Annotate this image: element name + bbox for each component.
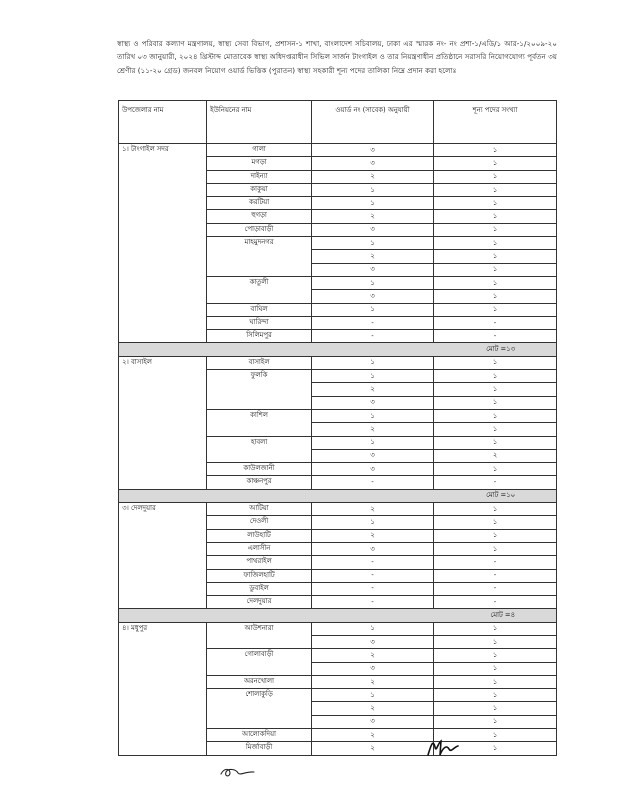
intro-paragraph: স্বাস্থ্য ও পরিবার কল্যাণ মন্ত্রণালয়, স্বাস্থ্য সেবা বিভাগ, প্রশাসন-১ শাখা, বাংলাদেশ সচিবালয়, ঢাকা এর স্মারক নং- নং প্রশা-১/এডি/১ আর-১/২০০৯-২০ তারিখ ০৩ জানুয়ারী, ২০২৪ খ্রিস্টাব্দ মোতাবেক স্বাস্থ্য অধিদপ্তরাধীন সিভিল সার্জন টাংগাইল ও তার নিয়ন্ত্রণাধীন প্রতিষ্ঠানে সরাসরি নিয়োগযোগ্য পূর্বতন ৩য় শ্রেণীর (১১-২০ গ্রেড) জনবল নিয়োগ ওয়ার্ড ভিত্তিক (পুরাতন) স্বাস্থ্য সহকারী শূন্য পদের তালিকা নিম্নে প্রদান করা হলোঃ [117, 39, 557, 75]
total-row [119, 609, 557, 622]
vacant-cell: ১ [434, 356, 557, 369]
union-name-cell: ঘারিন্দা [207, 316, 312, 329]
vacant-cell: ১ [434, 370, 557, 383]
union-name-cell: পাথরাইল [207, 556, 312, 569]
vacant-cell: - [434, 596, 557, 609]
ward-cell: ৩ [312, 396, 434, 409]
union-name-cell: দেলদুয়ার [207, 596, 312, 609]
vacant-cell: ১ [434, 662, 557, 675]
union-name-cell: কাকুয়া [207, 183, 312, 196]
union-name-cell: করটিয়া [207, 197, 312, 210]
union-name-cell: বাঘিল [207, 303, 312, 316]
header-upazila: উপজেলার নাম [119, 101, 207, 144]
vacant-cell: ১ [434, 237, 557, 250]
table-row [119, 503, 557, 516]
upazila-name-cell: ৪। মধুপুর [119, 622, 207, 755]
vacant-cell: ১ [434, 263, 557, 276]
union-name-cell: ডুবাইল [207, 582, 312, 595]
ward-cell: ৩ [312, 144, 434, 157]
union-name-cell: আলোকদিয়া [207, 729, 312, 742]
vacant-cell: ১ [434, 649, 557, 662]
total-label: মোট =১৩ [486, 345, 515, 354]
ward-cell: ২ [312, 675, 434, 688]
ward-cell: ৩ [312, 223, 434, 236]
ward-cell: ১ [312, 237, 434, 250]
union-name-cell: মাহমুদনগর [207, 237, 312, 277]
vacant-cell: ১ [434, 635, 557, 648]
union-name-cell: ফাজিলহাটি [207, 569, 312, 582]
ward-cell: ১ [312, 183, 434, 196]
vacant-cell: ১ [434, 529, 557, 542]
vacant-cell: ১ [434, 383, 557, 396]
ward-cell: - [312, 556, 434, 569]
vacant-cell: - [434, 330, 557, 343]
ward-cell: - [312, 582, 434, 595]
initials-mark [218, 765, 258, 779]
ward-cell: ১ [312, 516, 434, 529]
ward-cell: ৩ [312, 263, 434, 276]
ward-cell: ১ [312, 436, 434, 449]
vacant-cell: ১ [434, 675, 557, 688]
vacant-cell: ১ [434, 702, 557, 715]
header-vacant: শূন্য পদের সংখ্যা [434, 101, 557, 144]
vacant-cell: ১ [434, 396, 557, 409]
vacant-cell: - [434, 569, 557, 582]
vacant-cell: ১ [434, 542, 557, 555]
union-name-cell: মির্জাবাড়ী [207, 742, 312, 755]
ward-cell: ২ [312, 383, 434, 396]
vacant-cell: ১ [434, 197, 557, 210]
vacant-cell: - [434, 476, 557, 489]
vacant-cell: - [434, 582, 557, 595]
header-ward: ওয়ার্ড নং (সাবেক) অনুযায়ী [312, 101, 434, 144]
ward-cell: - [312, 316, 434, 329]
ward-cell: ৩ [312, 449, 434, 462]
union-name-cell: হাবলা [207, 436, 312, 463]
signature-mark [425, 737, 461, 761]
union-name-cell: গালা [207, 144, 312, 157]
vacant-cell: ১ [434, 503, 557, 516]
ward-cell: ৩ [312, 635, 434, 648]
union-name-cell: কাঞ্চনপুর [207, 476, 312, 489]
vacant-cell: ১ [434, 715, 557, 728]
ward-cell: - [312, 330, 434, 343]
vacant-cell: ১ [434, 210, 557, 223]
vacant-cell: ১ [434, 689, 557, 702]
table-row [119, 144, 557, 157]
union-name-cell: কাতুলী [207, 276, 312, 303]
total-cell [119, 489, 557, 502]
union-name-cell: শোলাকুড়ি [207, 689, 312, 729]
vacant-cell: ১ [434, 144, 557, 157]
union-name-cell: আউশনারা [207, 622, 312, 649]
vacant-cell: ১ [434, 436, 557, 449]
ward-cell: ১ [312, 197, 434, 210]
total-cell [119, 609, 557, 622]
ward-cell: ৩ [312, 715, 434, 728]
vacant-cell: ১ [434, 409, 557, 422]
upazila-name-cell: ৩। দেলদুয়ার [119, 503, 207, 609]
vacant-cell: ১ [434, 516, 557, 529]
upazila-name-cell: ২। বাসাইল [119, 356, 207, 489]
ward-cell: ২ [312, 742, 434, 755]
ward-cell: ৩ [312, 463, 434, 476]
vacant-cell: ১ [434, 622, 557, 635]
union-name-cell: গোলাবাড়ী [207, 649, 312, 676]
ward-cell: ১ [312, 356, 434, 369]
table-row [119, 622, 557, 635]
ward-cell: ২ [312, 729, 434, 742]
total-cell [119, 343, 557, 356]
union-name-cell: কাশিল [207, 409, 312, 436]
ward-cell: ৩ [312, 662, 434, 675]
union-name-cell: সিলিমপুর [207, 330, 312, 343]
table-row [119, 356, 557, 369]
ward-cell: ১ [312, 409, 434, 422]
ward-cell: ১ [312, 370, 434, 383]
vacant-cell: ১ [434, 742, 557, 755]
union-name-cell: দাইন্যা [207, 170, 312, 183]
union-name-cell: মগড়া [207, 157, 312, 170]
vacant-cell: ১ [434, 223, 557, 236]
ward-cell: ৩ [312, 542, 434, 555]
total-label: মোট =৪ [490, 611, 515, 620]
ward-cell: ২ [312, 529, 434, 542]
ward-cell: ১ [312, 689, 434, 702]
union-name-cell: বাসাইল [207, 356, 312, 369]
union-name-cell: আটিয়া [207, 503, 312, 516]
vacancy-table [118, 100, 557, 756]
header-union: ইউনিয়নের নাম [207, 101, 312, 144]
ward-cell: ২ [312, 250, 434, 263]
ward-cell: - [312, 569, 434, 582]
vacant-cell: - [434, 316, 557, 329]
vacant-cell: ১ [434, 290, 557, 303]
ward-cell: ২ [312, 210, 434, 223]
vacant-cell: ১ [434, 463, 557, 476]
vacant-cell: - [434, 556, 557, 569]
upazila-name-cell: ১। টাংগাইল সদর [119, 144, 207, 343]
ward-cell: ১ [312, 622, 434, 635]
ward-cell: ২ [312, 170, 434, 183]
ward-cell: ১ [312, 303, 434, 316]
vacant-cell: ১ [434, 183, 557, 196]
vacant-cell: ১ [434, 170, 557, 183]
union-name-cell: কাউলজানী [207, 463, 312, 476]
vacant-cell: ১ [434, 250, 557, 263]
ward-cell: ১ [312, 276, 434, 289]
vacant-cell: ১ [434, 157, 557, 170]
ward-cell: ৩ [312, 290, 434, 303]
total-row [119, 489, 557, 502]
total-label: মোট =১০ [486, 491, 515, 500]
vacant-cell: ১ [434, 303, 557, 316]
union-name-cell: অরনখোলা [207, 675, 312, 688]
ward-cell: ২ [312, 503, 434, 516]
vacant-cell: ১ [434, 729, 557, 742]
union-name-cell: লাউহাটি [207, 529, 312, 542]
vacant-cell: ২ [434, 449, 557, 462]
vacant-cell: ১ [434, 423, 557, 436]
ward-cell: ২ [312, 702, 434, 715]
ward-cell: - [312, 476, 434, 489]
ward-cell: ২ [312, 649, 434, 662]
ward-cell: ৩ [312, 157, 434, 170]
ward-cell: ২ [312, 423, 434, 436]
union-name-cell: পোড়াবাড়ী [207, 223, 312, 236]
vacant-cell: ১ [434, 276, 557, 289]
table-body [119, 144, 557, 756]
union-name-cell: দেওলী [207, 516, 312, 529]
union-name-cell: ফুলকি [207, 370, 312, 410]
total-row [119, 343, 557, 356]
union-name-cell: হুগড়া [207, 210, 312, 223]
union-name-cell: এলাসীন [207, 542, 312, 555]
table-header-row [119, 101, 557, 144]
ward-cell: - [312, 596, 434, 609]
